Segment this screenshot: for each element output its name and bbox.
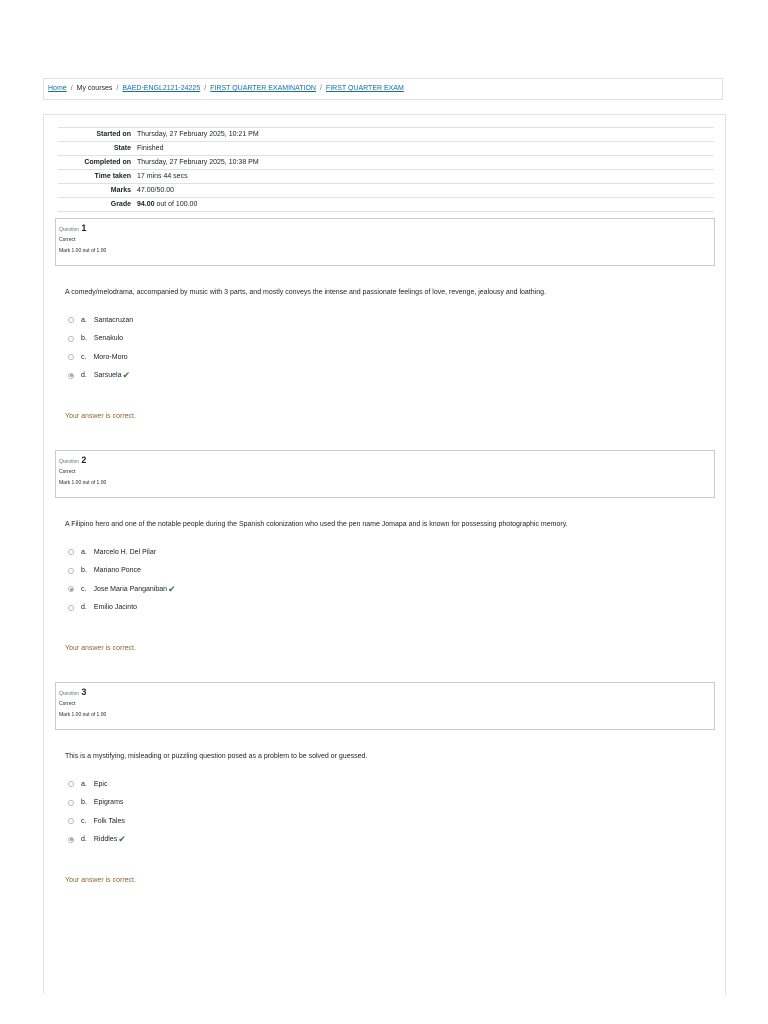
breadcrumb-home-link[interactable]: Home [48, 85, 67, 92]
option-text: Folk Tales [93, 817, 125, 825]
answer-option[interactable] [68, 775, 126, 794]
radio-button[interactable] [68, 317, 74, 323]
question-state: Correct [59, 237, 76, 243]
answer-option[interactable] [68, 367, 133, 386]
summary-label: Started on [58, 128, 137, 142]
radio-button[interactable] [68, 605, 74, 611]
answer-option[interactable] [68, 311, 133, 330]
answer-option[interactable] [68, 562, 176, 581]
checkmark-icon: ✔ [118, 834, 126, 845]
radio-button[interactable] [68, 781, 74, 787]
question-info-box [55, 450, 715, 498]
answer-feedback: Your answer is correct. [65, 877, 136, 884]
option-text: Emilio Jacinto [93, 604, 138, 612]
breadcrumb-separator: / [70, 85, 73, 92]
summary-row [58, 170, 714, 184]
option-letter: c. [81, 585, 87, 593]
option-letter: a. [81, 548, 87, 556]
summary-label: Marks [58, 184, 137, 198]
question-label: Question [59, 227, 80, 233]
summary-row [58, 184, 714, 198]
question-text: This is a mystifying, misleading or puzzling question posed as a problem to be solved or guessed. [65, 753, 368, 760]
summary-label: Grade [58, 198, 137, 212]
grade-out-of: out of 100.00 [154, 201, 198, 208]
summary-row [58, 142, 714, 156]
option-letter: d. [81, 372, 87, 380]
breadcrumb-separator: / [319, 85, 322, 92]
checkmark-icon: ✔ [122, 370, 131, 381]
radio-button[interactable] [68, 586, 74, 592]
option-letter: a. [81, 780, 87, 788]
breadcrumb-separator: / [116, 85, 119, 92]
answer-options [68, 775, 126, 849]
option-text: Epigrams [93, 799, 124, 807]
summary-value: Thursday, 27 February 2025, 10:38 PM [137, 156, 714, 170]
grade-value: 94.00 [137, 201, 155, 208]
radio-button[interactable] [68, 568, 74, 574]
question-info-box [55, 218, 715, 266]
question-mark: Mark 1.00 out of 1.00 [59, 248, 107, 254]
summary-label: State [58, 142, 137, 156]
option-text: Mariano Ponce [93, 567, 141, 575]
summary-label: Completed on [58, 156, 137, 170]
answer-option[interactable] [68, 794, 126, 813]
option-text: Jose Maria Panganiban [93, 585, 168, 593]
answer-option[interactable] [68, 812, 126, 831]
checkmark-icon: ✔ [168, 583, 176, 594]
summary-value: Finished [137, 142, 714, 156]
question-text: A Filipino hero and one of the notable people during the Spanish colonization who used the pen name Jomapa and is known for possessing photographic memory. [65, 521, 568, 528]
breadcrumb [43, 78, 723, 100]
option-letter: a. [81, 316, 87, 324]
question-mark: Mark 1.00 out of 1.00 [59, 712, 107, 718]
option-letter: b. [81, 335, 87, 343]
option-letter: b. [81, 799, 87, 807]
answer-options [68, 543, 176, 617]
radio-button[interactable] [68, 549, 74, 555]
option-letter: b. [81, 567, 87, 575]
answer-option[interactable] [68, 599, 176, 618]
answer-feedback: Your answer is correct. [65, 645, 136, 652]
breadcrumb-course-link[interactable]: BAED-ENGL2121-24225 [122, 85, 201, 92]
question-number: 3 [81, 687, 87, 697]
option-text: Sarsuela [93, 372, 122, 380]
question-state: Correct [59, 701, 76, 707]
summary-value [137, 198, 714, 212]
question-text: A comedy/melodrama, accompanied by music with 3 parts, and mostly conveys the intense and passionate feelings of love, revenge, jealousy and loathing. [65, 289, 546, 296]
answer-option[interactable] [68, 543, 176, 562]
question-mark: Mark 1.00 out of 1.00 [59, 480, 107, 486]
question-number-line [59, 223, 711, 233]
summary-row [58, 128, 714, 142]
question-info-box [55, 682, 715, 730]
breadcrumb-separator: / [204, 85, 207, 92]
answer-option[interactable] [68, 831, 126, 850]
breadcrumb-section-link[interactable]: FIRST QUARTER EXAMINATION [210, 85, 316, 92]
question-label: Question [59, 459, 80, 465]
question-number: 2 [81, 455, 87, 465]
breadcrumb-quiz-link[interactable]: FIRST QUARTER EXAM [325, 85, 404, 92]
answer-feedback: Your answer is correct. [65, 413, 136, 420]
radio-button[interactable] [68, 373, 74, 379]
option-text: Senakulo [93, 335, 124, 343]
answer-options [68, 311, 133, 385]
question-number: 1 [81, 223, 87, 233]
summary-value: 47.00/50.00 [137, 184, 714, 198]
question-number-line [59, 687, 711, 697]
attempt-summary-table [58, 127, 714, 212]
option-text: Riddles [93, 836, 118, 844]
radio-button[interactable] [68, 336, 74, 342]
question-label: Question [59, 691, 80, 697]
radio-button[interactable] [68, 818, 74, 824]
radio-button[interactable] [68, 354, 74, 360]
option-letter: d. [81, 836, 87, 844]
option-text: Marcelo H. Del Pilar [93, 548, 157, 556]
option-text: Epic [93, 780, 108, 788]
summary-row [58, 156, 714, 170]
question-number-line [59, 455, 711, 465]
option-text: Santacruzan [93, 316, 134, 324]
summary-label: Time taken [58, 170, 137, 184]
breadcrumb-my-courses: My courses [76, 85, 113, 92]
answer-option[interactable] [68, 580, 176, 599]
summary-value: Thursday, 27 February 2025, 10:21 PM [137, 128, 714, 142]
option-letter: c. [81, 817, 87, 825]
summary-value: 17 mins 44 secs [137, 170, 714, 184]
option-letter: d. [81, 604, 87, 612]
answer-option[interactable] [68, 348, 133, 367]
answer-option[interactable] [68, 330, 133, 349]
summary-row [58, 198, 714, 212]
radio-button[interactable] [68, 800, 74, 806]
radio-button[interactable] [68, 837, 74, 843]
option-text: Moro-Moro [93, 353, 128, 361]
option-letter: c. [81, 353, 87, 361]
question-state: Correct [59, 469, 76, 475]
